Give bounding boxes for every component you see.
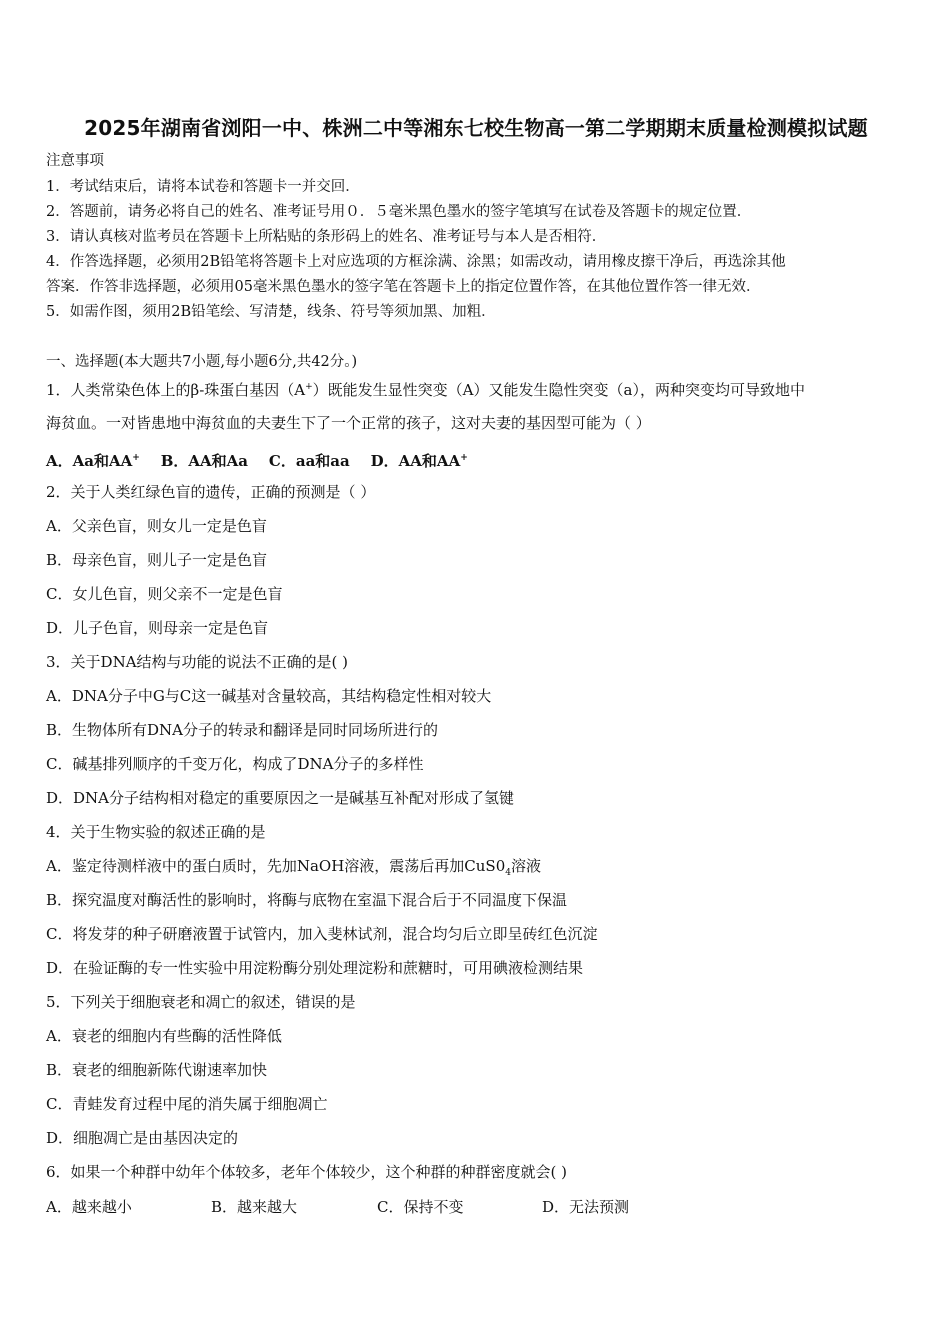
question-stem: ）既能发生显性突变（A）又能发生隐性突变（a），两种突变均可导致地中 — [312, 381, 805, 399]
notice-item: 5．如需作图，须用2B铅笔绘、写清楚，线条、符号等须加黑、加粗． — [46, 304, 496, 320]
superscript: + — [132, 453, 140, 463]
notice-item: 3．请认真核对监考员在答题卡上所粘贴的条形码上的姓名、准考证号与本人是否相符． — [46, 229, 607, 245]
option-b[interactable]: B．生物体所有DNA分子的转录和翻译是同时同场所进行的 — [46, 721, 439, 739]
notice-item: 1．考试结束后，请将本试卷和答题卡一并交回． — [46, 179, 360, 195]
option-c[interactable]: C．青蛙发育过程中尾的消失属于细胞凋亡 — [46, 1095, 328, 1113]
question-2 — [46, 482, 375, 502]
option-d[interactable]: D．在验证酶的专一性实验中用淀粉酶分别处理淀粉和蔗糖时，可用碘液检测结果 — [46, 959, 584, 977]
option-b[interactable]: B．越来越大 — [211, 1198, 298, 1216]
subscript: 4 — [505, 868, 511, 878]
notice-heading: 注意事项 — [46, 153, 104, 169]
option-a[interactable] — [46, 452, 140, 470]
question-stem: 关于生物实验的叙述正确的是 — [70, 823, 266, 841]
question-number: 6． — [46, 1163, 71, 1181]
question-1 — [46, 377, 805, 400]
option-d[interactable] — [371, 452, 468, 470]
question-stem: 如果一个种群中幼年个体较多，老年个体较少，这个种群的种群密度就会( ) — [70, 1163, 568, 1181]
superscript: + — [460, 453, 468, 463]
question-number: 1． — [46, 381, 71, 399]
option-a[interactable]: A．DNA分子中G与C这一碱基对含量较高，其结构稳定性相对较大 — [46, 687, 492, 705]
option-c[interactable]: C．保持不变 — [377, 1198, 464, 1216]
question-number: 2． — [46, 483, 71, 501]
question-stem: 关于DNA结构与功能的说法不正确的是( ) — [70, 653, 349, 671]
question-stem-continued: 海贫血。一对皆患地中海贫血的夫妻生下了一个正常的孩子，这对夫妻的基因型可能为（ ） — [46, 414, 651, 432]
option-d-label: D．AA和AA — [370, 452, 461, 470]
superscript: + — [305, 382, 313, 392]
option-d[interactable]: D．儿子色盲，则母亲一定是色盲 — [46, 619, 269, 637]
page-title: 2025年湖南省浏阳一中、株洲二中等湘东七校生物高一第二学期期末质量检测模拟试题 — [84, 116, 868, 140]
option-c[interactable]: C．将发芽的种子研磨液置于试管内，加入斐林试剂，混合均匀后立即呈砖红色沉淀 — [46, 925, 598, 943]
option-b[interactable]: B．探究温度对酶活性的影响时，将酶与底物在室温下混合后于不同温度下保温 — [46, 891, 568, 909]
notice-item: 4．作答选择题，必须用2B铅笔将答题卡上对应选项的方框涂满、涂黑；如需改动，请用橡皮擦干净后，再选涂其他 — [46, 254, 786, 270]
question-number: 5． — [46, 993, 71, 1011]
option-d[interactable]: D．无法预测 — [542, 1198, 630, 1216]
option-a[interactable]: A．越来越小 — [46, 1198, 132, 1216]
option-a-label-end: 溶液 — [510, 857, 541, 875]
option-a[interactable] — [46, 856, 541, 883]
option-a[interactable]: A．父亲色盲，则女儿一定是色盲 — [46, 517, 267, 535]
option-a[interactable]: A．衰老的细胞内有些酶的活性降低 — [46, 1027, 282, 1045]
question-5 — [46, 992, 356, 1012]
option-c[interactable]: C．碱基排列顺序的千变万化，构成了DNA分子的多样性 — [46, 755, 424, 773]
option-b[interactable]: B．母亲色盲，则儿子一定是色盲 — [46, 551, 268, 569]
option-c[interactable]: C．女儿色盲，则父亲不一定是色盲 — [46, 585, 283, 603]
option-a-label: A．Aa和AA — [46, 452, 133, 470]
question-4 — [46, 822, 266, 842]
option-d[interactable]: D．细胞凋亡是由基因决定的 — [46, 1129, 239, 1147]
question-stem: 人类常染色体上的β-珠蛋白基因（A — [70, 381, 306, 399]
option-a-label: A．鉴定待测样液中的蛋白质时，先加NaOH溶液，震荡后再加CuS0 — [46, 857, 506, 875]
question-number: 4． — [46, 823, 71, 841]
section-heading: 一、选择题(本大题共7小题,每小题6分,共42分。) — [46, 354, 358, 370]
question-6 — [46, 1162, 567, 1182]
question-3 — [46, 652, 348, 672]
question-number: 3． — [46, 653, 71, 671]
notice-item: 答案．作答非选择题，必须用05毫米黑色墨水的签字笔在答题卡上的指定位置作答，在其他位置作答一律无效． — [46, 279, 761, 295]
option-d[interactable]: D．DNA分子结构相对稳定的重要原因之一是碱基互补配对形成了氢键 — [46, 789, 515, 807]
option-c[interactable]: C．aa和aa — [268, 452, 350, 470]
question-stem: 下列关于细胞衰老和凋亡的叙述，错误的是 — [70, 993, 356, 1011]
notice-item: 2．答题前，请务必将自己的姓名、准考证号用０．５毫米黑色墨水的签字笔填写在试卷及答题卡的规定位置． — [46, 204, 752, 220]
option-b[interactable]: B．衰老的细胞新陈代谢速率加快 — [46, 1061, 268, 1079]
option-b[interactable]: B．AA和Aa — [160, 452, 249, 470]
question-1-options — [46, 448, 468, 471]
question-stem: 关于人类红绿色盲的遗传，正确的预测是（ ） — [70, 483, 376, 501]
